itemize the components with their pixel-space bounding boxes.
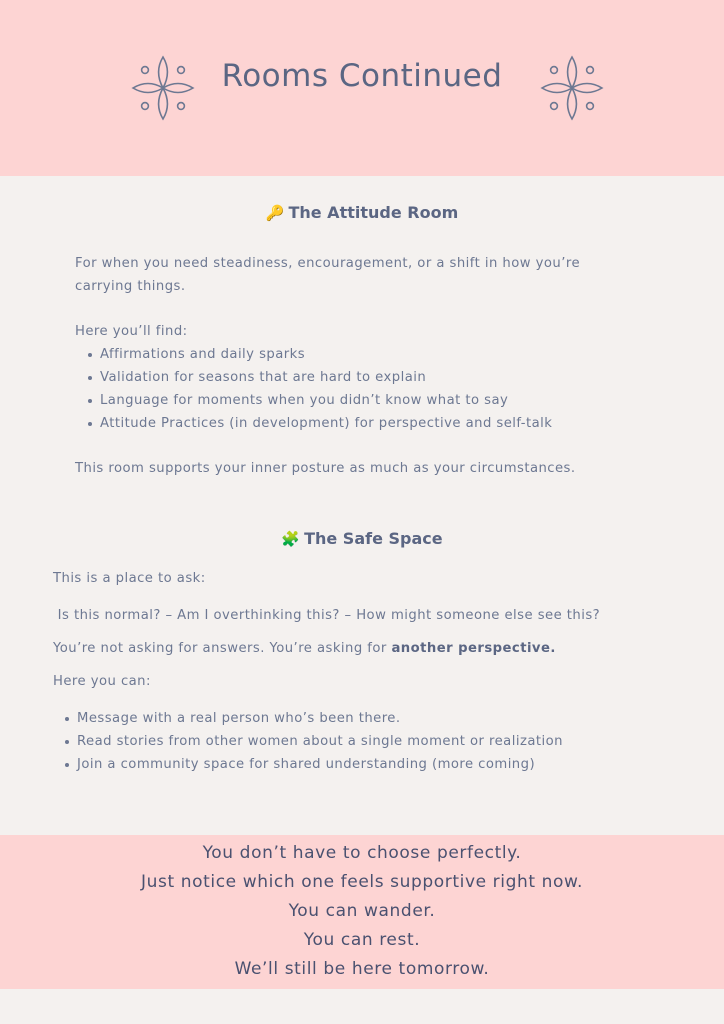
intro-line: carrying things.	[75, 279, 186, 294]
list-item: Read stories from other women about a single moment or realization	[63, 730, 563, 753]
find-label: Here you’ll find:	[75, 324, 188, 339]
page-title: Rooms Continued	[221, 58, 503, 94]
perspective-emphasis: another perspective.	[391, 641, 556, 656]
header-banner	[0, 0, 724, 176]
footer-line: You can wander.	[288, 901, 436, 921]
safe-space-heading	[0, 529, 724, 548]
list-item: Join a community space for shared understanding (more coming)	[63, 753, 563, 776]
list-item: Validation for seasons that are hard to explain	[86, 366, 552, 389]
attitude-room-closing: This room supports your inner posture as much as your circumstances.	[75, 461, 576, 476]
footer-message	[0, 839, 724, 984]
key-icon: 🔑	[265, 204, 285, 222]
safe-space-questions: Is this normal? – Am I overthinking this? – How might someone else see this?	[53, 608, 601, 623]
footer-line: We’ll still be here tomorrow.	[234, 959, 490, 979]
list-item: Message with a real person who’s been there.	[63, 707, 563, 730]
list-item: Attitude Practices (in development) for perspective and self-talk	[86, 412, 552, 435]
footer-banner	[0, 835, 724, 989]
safe-space-perspective	[53, 637, 556, 660]
footer-line: Just notice which one feels supportive right now.	[141, 872, 583, 892]
list-item: Affirmations and daily sparks	[86, 343, 552, 366]
footer-line: You don’t have to choose perfectly.	[202, 843, 522, 863]
list-item: Language for moments when you didn’t know what to say	[86, 389, 552, 412]
attitude-room-title: The Attitude Room	[288, 203, 459, 222]
safe-space-intro: This is a place to ask:	[53, 571, 206, 586]
floral-ornament-icon	[540, 55, 604, 121]
safe-space-title: The Safe Space	[304, 529, 443, 548]
safe-space-list	[63, 707, 563, 776]
attitude-room-intro	[75, 252, 580, 298]
puzzle-piece-icon: 🧩	[281, 530, 301, 548]
attitude-room-heading	[0, 203, 724, 222]
footer-line: You can rest.	[303, 930, 421, 950]
attitude-room-list	[86, 343, 552, 435]
intro-line: For when you need steadiness, encouragement, or a shift in how you’re	[75, 256, 581, 271]
perspective-text: You’re not asking for answers. You’re asking for	[53, 641, 392, 656]
can-label: Here you can:	[53, 674, 151, 689]
